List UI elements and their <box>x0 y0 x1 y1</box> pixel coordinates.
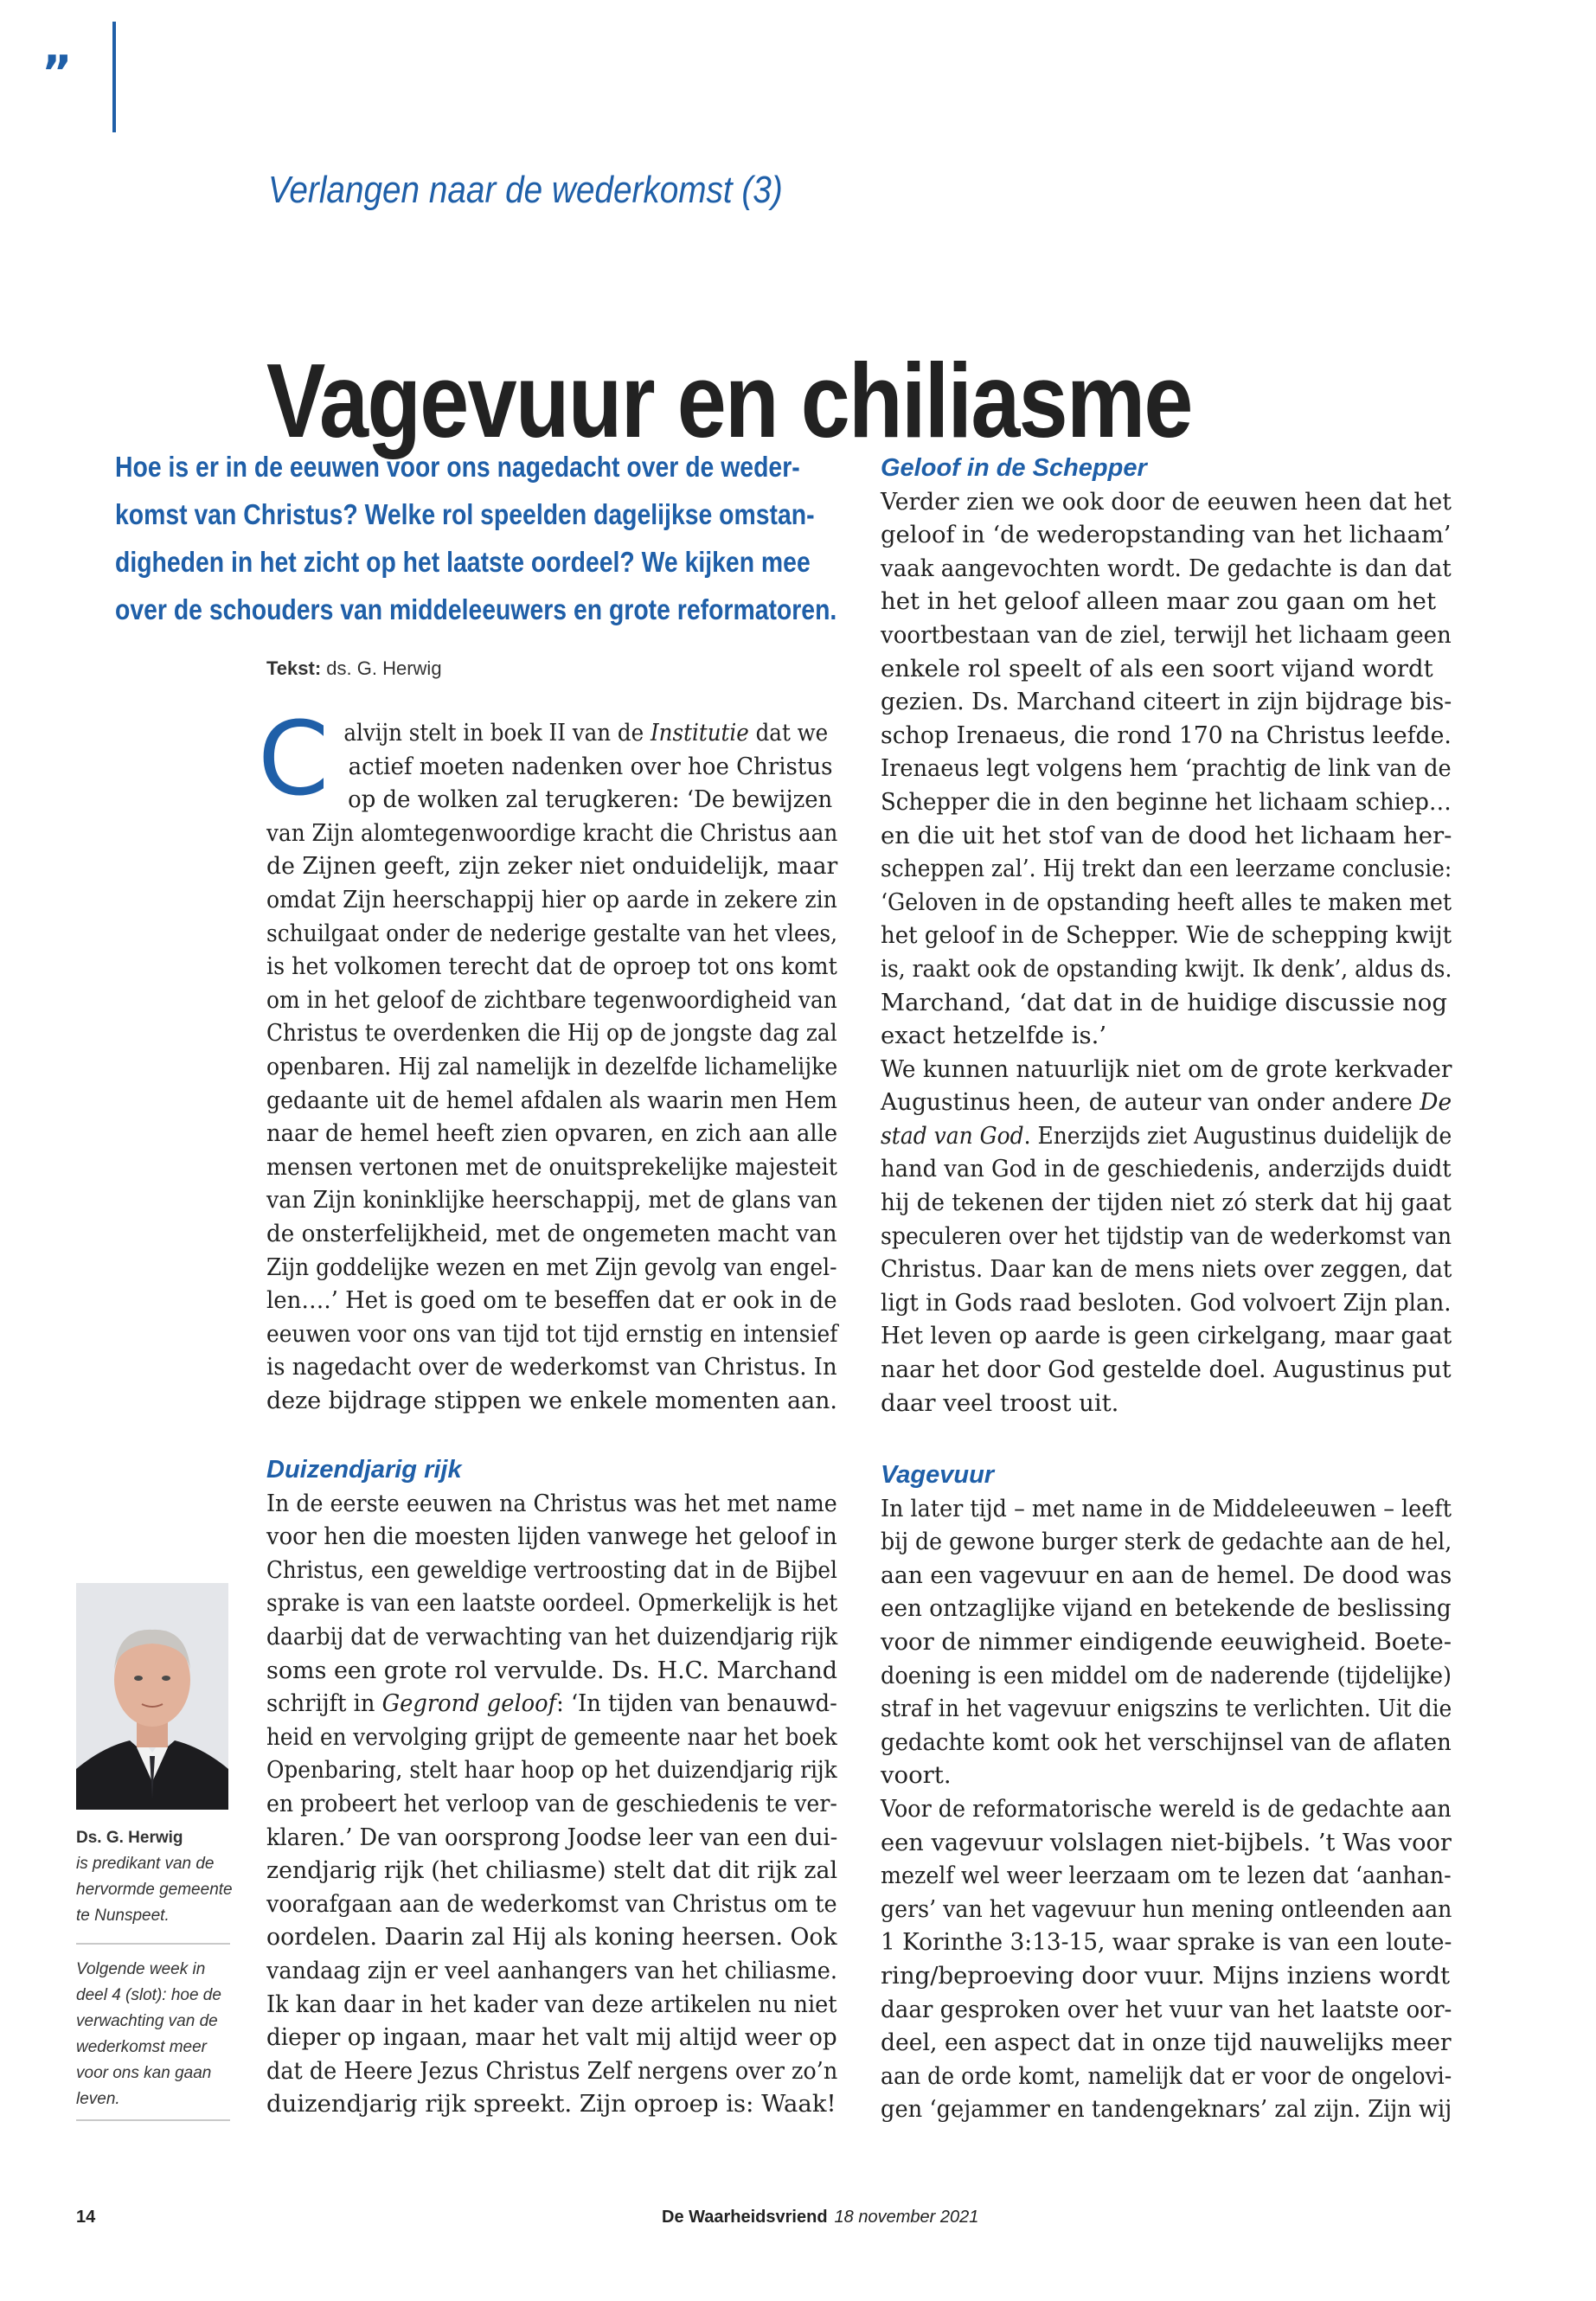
body-line: de onsterfelijkheid, met de ongemeten macht van <box>266 1219 837 1247</box>
body-line: schuilgaat onder de nederige gestalte van het vlees, <box>266 919 837 947</box>
intro-line: Hoe is er in de eeuwen voor ons nagedacht over de weder- <box>115 451 800 483</box>
body-line: gedaante uit de hemel afdalen als waarin men Hem <box>266 1086 837 1114</box>
heading-creator: Geloof in de Schepper <box>881 454 1147 482</box>
body-line: daar gesproken over het vuur van het laatste oor- <box>881 1995 1452 2023</box>
body-line: Openbaring, stelt haar hoop op het duizendjarig rijk <box>266 1756 837 1785</box>
body-line: len….’ Het is goed om te beseffen dat er ook in de <box>266 1286 837 1315</box>
body-line: voor hen die moesten lijden vanwege het geloof in <box>266 1522 837 1551</box>
body-line: Verder zien we ook door de eeuwen heen dat het <box>881 487 1452 516</box>
body-line: daar veel troost uit. <box>881 1388 1119 1417</box>
body-line: gers’ van het vagevuur hun mening ontleenden aan <box>881 1894 1452 1923</box>
body-line: actief moeten nadenken over hoe Christus <box>348 752 833 780</box>
body-line: is, raakt ook de opstanding kwijt. Ik denk’, aldus ds. <box>881 954 1452 983</box>
body-line: scheppen zal’. Hij trekt dan een leerzame conclusie: <box>881 855 1452 883</box>
body-line: ligt in Gods raad besloten. God volvoert Zijn plan. <box>881 1288 1452 1317</box>
body-line: voort. <box>881 1761 952 1790</box>
body-line: op de wolken zal terugkeren: ‘De bewijzen <box>348 785 833 814</box>
header-divider <box>112 22 116 132</box>
body-line: doening is een middel om de naderende (tijdelijke) <box>881 1661 1452 1689</box>
body-column-1a <box>266 716 837 1417</box>
body-line: voor de nimmer eindigende eeuwigheid. Boete- <box>881 1627 1452 1656</box>
body-line: Marchand, ‘dat dat in de huidige discussie nog <box>881 988 1447 1016</box>
body-line: soms een grote rol vervulde. Ds. H.C. Marchand <box>266 1656 838 1684</box>
body-column-2b <box>881 1458 1452 2126</box>
next-week-line: leven. <box>76 2090 120 2108</box>
body-line: en probeert het verloop van de geschiedenis te ver- <box>266 1789 837 1817</box>
body-line: aan een vagevuur en aan de hemel. De dood was <box>881 1561 1452 1589</box>
body-line: deze bijdrage stippen we enkele momenten aan. <box>266 1386 837 1414</box>
body-line: ring/beproeving door vuur. Mijns inziens wordt <box>881 1961 1451 1990</box>
body-line: We kunnen natuurlijk niet om de grote kerkvader <box>881 1054 1452 1083</box>
photo-caption <box>76 1825 232 1929</box>
publication-date: 18 november 2021 <box>834 2208 979 2227</box>
body-line: mensen vertonen met de onuitsprekelijke majesteit <box>266 1152 837 1181</box>
body-line: Christus te overdenken die Hij op de jongste dag zal <box>266 1019 837 1048</box>
body-line: dieper op ingaan, maar het valt mij altijd weer op <box>266 2023 837 2052</box>
body-line: bij de gewone burger sterk de gedachte aan de hel, <box>881 1528 1452 1556</box>
next-week-line: deel 4 (slot): hoe de <box>76 1986 221 2004</box>
page-number: 14 <box>76 2208 96 2227</box>
next-week-line: Volgende week in <box>76 1960 206 1978</box>
publication-name: De Waarheidsvriend <box>662 2208 828 2227</box>
body-line: is nagedacht over de wederkomst van Christus. In <box>266 1353 837 1381</box>
body-line: Voor de reformatorische wereld is de gedachte aan <box>881 1794 1452 1823</box>
body-line: schrijft in Gegrond geloof: ‘In tijden van benauwd- <box>266 1689 837 1718</box>
body-line: Ik kan daar in het kader van deze artikelen nu niet <box>266 1990 837 2018</box>
body-line: klaren.’ De van oorsprong Joodse leer van een dui- <box>266 1823 838 1851</box>
author-photo <box>76 1583 228 1810</box>
body-line: daarbij dat de verwachting van het duizendjarig rijk <box>266 1622 838 1650</box>
body-line: ‘Geloven in de opstanding heeft alles te maken met <box>881 888 1452 916</box>
next-week-note <box>76 1957 232 2112</box>
body-line: van Zijn koninklijke heerschappij, met de glans van <box>266 1186 837 1215</box>
body-line: de Zijnen geeft, zijn zeker niet onduidelijk, maar <box>266 852 838 881</box>
body-line: gen ‘gejammer en tandengeknars’ zal zijn. Zijn wij <box>881 2095 1452 2124</box>
body-line: Het leven op aarde is geen cirkelgang, maar gaat <box>881 1322 1452 1350</box>
next-week-line: voor ons kan gaan <box>76 2064 212 2082</box>
body-line: naar het door God gestelde doel. Augustinus put <box>881 1356 1452 1384</box>
body-line: een ontzaglijke vijand en betekende de beslissing <box>881 1594 1452 1623</box>
body-line: In later tijd – met name in de Middeleeuwen – leeft <box>881 1494 1452 1522</box>
byline-label: Tekst: <box>266 657 322 679</box>
body-line: straf in het vagevuur enigszins te verlichten. Uit die <box>881 1695 1452 1723</box>
body-line: voortbestaan van de ziel, terwijl het lichaam geen <box>881 620 1452 649</box>
byline <box>266 657 442 680</box>
intro-line: komst van Christus? Welke rol speelden dagelijkse omstan- <box>115 498 815 530</box>
author-role-line: hervormde gemeente <box>76 1881 233 1899</box>
body-line: Christus. Daar kan de mens niets over zeggen, dat <box>881 1255 1452 1284</box>
footer-publication <box>662 2208 978 2227</box>
body-line: gedachte komt ook het verschijnsel van de aflaten <box>881 1727 1452 1756</box>
body-line: naar de hemel heeft zien opvaren, en zich aan alle <box>266 1119 838 1148</box>
body-line: vaak aangevochten wordt. De gedachte is dan dat <box>881 554 1452 582</box>
intro-line: digheden in het zicht op het laatste oordeel? We kijken mee <box>115 546 811 578</box>
body-line: mezelf wel weer leerzaam om te lezen dat ‘aanhan- <box>881 1862 1452 1890</box>
body-line: gezien. Ds. Marchand citeert in zijn bijdrage bis- <box>881 688 1452 716</box>
body-line: het in het geloof alleen maar zou gaan om het <box>881 587 1437 616</box>
body-line: omdat Zijn heerschappij hier op aarde in zekere zin <box>266 885 837 913</box>
next-week-line: verwachting van de <box>76 2012 218 2030</box>
intro-line: over de schouders van middeleeuwers en grote reformatoren. <box>115 593 837 625</box>
body-line: en die uit het stof van de dood het lichaam her- <box>881 821 1452 849</box>
body-line: openbaren. Hij zal namelijk in dezelfde lichamelijke <box>266 1052 838 1080</box>
body-line: hij de tekenen der tijden niet zó sterk dat hij gaat <box>881 1189 1452 1217</box>
author-name: Ds. G. Herwig <box>76 1829 183 1847</box>
body-line: oordelen. Daarin zal Hij als koning heersen. Ook <box>266 1923 837 1952</box>
byline-author: ds. G. Herwig <box>326 657 442 679</box>
body-line: zendjarig rijk (het chiliasme) stelt dat dit rijk zal <box>266 1856 838 1885</box>
body-line: Irenaeus legt volgens hem ‘prachtig de link van de <box>881 754 1452 783</box>
article-title: Vagevuur en chiliasme <box>266 341 1192 459</box>
body-line: geloof in ‘de wederopstanding van het lichaam’ <box>881 521 1452 549</box>
body-line: Zijn goddelijke wezen en met Zijn gevolg van engel- <box>266 1253 837 1281</box>
drop-cap: C <box>258 699 330 818</box>
body-line: speculeren over het tijdstip van de wederkomst van <box>881 1221 1452 1250</box>
body-line: eeuwen voor ons van tijd tot tijd ernstig en intensief <box>266 1319 838 1348</box>
next-week-line: wederkomst meer <box>76 2038 207 2056</box>
body-line: hand van God in de geschiedenis, anderzijds duidt <box>881 1155 1452 1183</box>
heading-purgatory: Vagevuur <box>881 1461 995 1489</box>
author-role-line: te Nunspeet. <box>76 1907 170 1925</box>
body-line: duizendjarig rijk spreekt. Zijn oproep is: Waak! <box>266 2090 836 2118</box>
sidebar-divider <box>76 2119 230 2121</box>
body-line: van Zijn alomtegenwoordige kracht die Christus aan <box>266 818 838 847</box>
author-role-line: is predikant van de <box>76 1855 215 1873</box>
sidebar-divider <box>76 1943 230 1945</box>
body-line: stad van God. Enerzijds ziet Augustinus duidelijk de <box>881 1121 1452 1150</box>
body-line: enkele rol speelt of als een soort vijand wordt <box>881 654 1433 683</box>
body-column-2a <box>881 452 1452 1420</box>
body-line: schop Irenaeus, die rond 170 na Christus leefde. <box>881 721 1452 749</box>
body-line: Schepper die in den beginne het lichaam schiep… <box>881 787 1452 816</box>
body-line: Augustinus heen, de auteur van onder andere De <box>881 1088 1452 1117</box>
body-line: alvijn stelt in boek II van de Institutie dat we <box>343 719 829 747</box>
body-line: is het volkomen terecht dat de oproep tot ons komt <box>266 952 837 981</box>
body-line: exact hetzelfde is.’ <box>881 1022 1107 1050</box>
body-line: In de eerste eeuwen na Christus was het met name <box>266 1489 837 1517</box>
body-line: deel, een aspect dat in onze tijd nauwelijks meer <box>881 2029 1452 2057</box>
body-line: dat de Heere Jezus Christus Zelf nergens over zo’n <box>266 2056 838 2085</box>
body-line: aan de orde komt, namelijk dat er voor de ongelovi- <box>881 2061 1452 2090</box>
body-line: Christus, een geweldige vertroosting dat in de Bijbel <box>266 1555 837 1584</box>
series-kicker: Verlangen naar de wederkomst (3) <box>268 169 783 211</box>
body-line: om in het geloof de zichtbare tegenwoordigheid van <box>266 985 837 1014</box>
body-line: sprake is van een laatste oordeel. Opmerkelijk is het <box>266 1589 838 1618</box>
body-line: heid en vervolging grijpt de gemeente naar het boek <box>266 1722 837 1751</box>
body-line: een vagevuur volslagen niet-bijbels. ’t Was voor <box>881 1828 1452 1856</box>
body-line: voorafgaan aan de wederkomst van Christus om te <box>266 1889 837 1918</box>
intro-lead <box>115 443 837 633</box>
body-column-1b <box>266 1453 837 2121</box>
body-line: het geloof in de Schepper. Wie de schepping kwijt <box>881 921 1452 950</box>
author-portrait-icon <box>76 1583 228 1810</box>
heading-millennium: Duizendjarig rijk <box>266 1456 462 1484</box>
body-line: vandaag zijn er veel aanhangers van het chiliasme. <box>266 1956 837 1984</box>
quote-icon: ” <box>42 46 73 100</box>
body-line: 1 Korinthe 3:13-15, waar sprake is van een loute- <box>881 1928 1452 1957</box>
